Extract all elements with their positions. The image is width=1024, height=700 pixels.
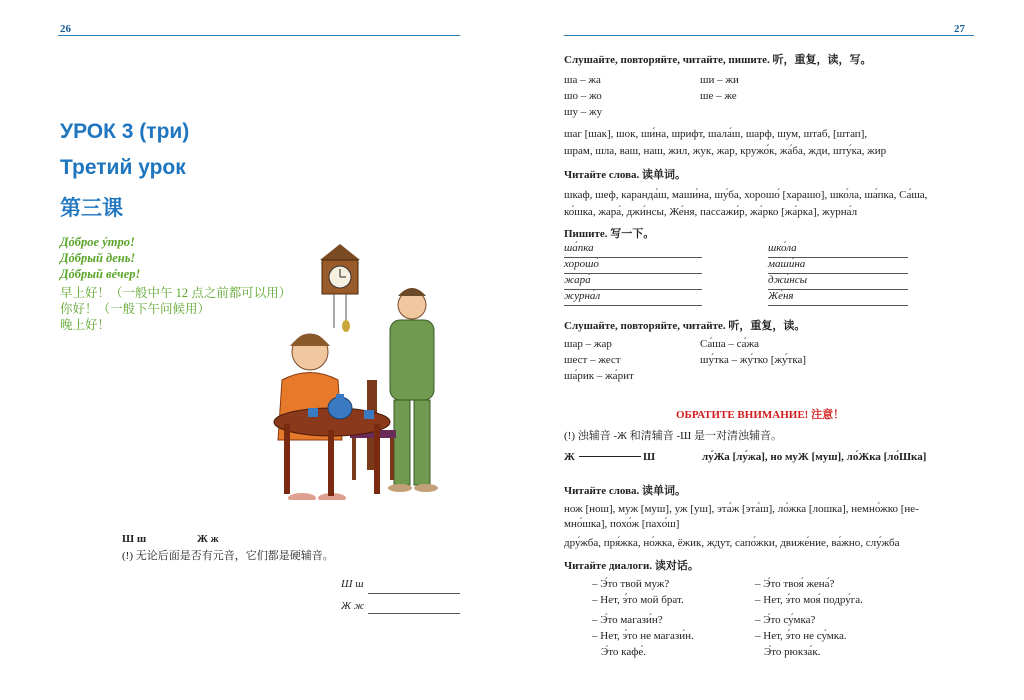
section4-heading: Слушайте, повторяйте, читайте. 听，重复，读。 [564, 320, 806, 332]
page-number-right: 27 [954, 23, 965, 35]
illustration-couple-tea [262, 240, 452, 500]
s1-pairs-right [700, 72, 739, 104]
handwriting-right-2: маши́на [768, 258, 806, 270]
pair-item: ше – же [700, 90, 737, 102]
s2-words-line2: ко́шка, жара́, джи́нсы, Же́ня, пассажи́р, жа́рко [жа́ркa], журна́л [564, 206, 858, 218]
pair-item: ша́рик – жа́рит [564, 370, 634, 382]
section5-heading: Читайте слова. 读单词。 [564, 485, 687, 497]
write-line [768, 289, 908, 290]
section1-heading: Слушайте, повторяйте, читайте, пишите. 听，重复，读，写。 [564, 54, 872, 66]
greeting-day: Дóбрый день! [60, 251, 136, 265]
man-figure-icon [388, 288, 438, 492]
handwriting-left-2: хорошо́ [564, 258, 599, 270]
greetings-ru [60, 234, 140, 282]
pair-item: ша – жа [564, 74, 601, 86]
dialogue-line: – Нет, э́то не магази́н. [592, 630, 694, 642]
s4-pairs-right [700, 336, 806, 368]
dialogue-line: – Э́то магази́н? [592, 614, 663, 626]
handwriting-right-4: Же́ня [768, 290, 794, 302]
dialogue-line: – Нет, э́то мой брат. [592, 594, 684, 606]
s5-words-line1: нож [нош], муж [муш], уж [уш], эта́ж [эта́ш], ло́жка [лошка], немно́жко [не- [564, 503, 919, 515]
s2-words-line1: шкаф, шеф, каранда́ш, маши́на, шу́ба, хорошо́ [харашо], шко́ла, ша́пка, Са́ша, [564, 189, 928, 201]
dialogue-line: – Э́то су́мка? [755, 614, 816, 626]
pair-item: ши – жи [700, 74, 739, 86]
pair-examples: лу́Жа [лу́жа], но муЖ [муш], ло́Жка [ло́Шка] [702, 451, 927, 463]
s1-pairs-left [564, 72, 602, 120]
dialogue1-left [592, 576, 684, 608]
letters-sh: Ш ш [122, 533, 147, 545]
hard-consonant-note: (!) 无论后面是否有元音，它们都是硬辅音。 [122, 550, 334, 562]
attention-heading: ОБРАТИТЕ ВНИМАНИЕ! 注意！ [676, 409, 845, 421]
attention-note: (!) 浊辅音 -Ж 和清辅音 -Ш 是一对清浊辅音。 [564, 430, 783, 442]
cuckoo-clock-icon [320, 244, 360, 332]
section3-heading: Пишите. 写一下。 [564, 228, 655, 240]
lesson-title-cn: 第三课 [60, 197, 123, 220]
page-number-left: 26 [60, 23, 71, 35]
pair-item: шу – жу [564, 106, 603, 118]
handwriting-left-3: жара́ [564, 274, 591, 286]
pair-item: шар – жар [564, 338, 612, 350]
write-line [768, 257, 908, 258]
write-line-sh [368, 593, 460, 594]
dialogue2-left [592, 612, 694, 660]
handwriting-right-1: шко́ла [768, 242, 797, 254]
dialogue-line: – Нет, э́то не су́мка. [755, 630, 847, 642]
write-line [564, 257, 702, 258]
right-page [512, 0, 1024, 700]
section2-heading: Читайте слова. 读单词。 [564, 169, 687, 181]
handwriting-right-3: джи́нсы [768, 274, 808, 286]
greeting-cn-evening: 晚上好！ [60, 318, 111, 332]
write-line [564, 273, 702, 274]
dialogue2-right [755, 612, 847, 660]
section6-heading: Читайте диалоги. 读对话。 [564, 560, 699, 572]
s5-words-line2: мно́шка], похо́ж [паxо́ш] [564, 518, 680, 530]
letters-zh: Ж ж [197, 533, 219, 545]
dialogue-line: – Нет, э́то моя́ подру́га. [755, 594, 863, 606]
dialogue-line: – Э́то твой муж? [592, 578, 670, 590]
pair-item: шо – жо [564, 90, 602, 102]
s1-words-line2: шрам, шла, ваш, наш, жил, жук, жар, кружо́к, жа́ба, жди, шту́ка, жир [564, 145, 887, 157]
lesson-title-ordinal: Третий урок [60, 156, 186, 179]
write-line [564, 289, 702, 290]
header-rule-right [564, 35, 974, 36]
write-label-sh: Ш ш [341, 578, 364, 590]
write-line [768, 273, 908, 274]
dialogue-line: – Э́то твоя́ жена́? [755, 578, 835, 590]
pair-connector-line [579, 456, 641, 457]
write-line [768, 305, 908, 306]
dialogue-line: Э́то рюкза́к. [764, 646, 821, 658]
write-line [564, 305, 702, 306]
write-label-zh: Ж ж [341, 600, 365, 612]
greeting-cn-day: 你好！（一般下午问候用） [60, 302, 211, 316]
handwriting-left-1: ша́пка [564, 242, 594, 254]
pair-item: Са́ша – са́жа [700, 338, 759, 350]
write-line-zh [368, 613, 460, 614]
s4-pairs-left [564, 336, 634, 384]
greetings-cn [60, 285, 291, 333]
greeting-evening: Дóбрый вéчер! [60, 267, 141, 281]
pair-item: шест – жест [564, 354, 621, 366]
dialogue1-right [755, 576, 863, 608]
header-rule-left [58, 35, 460, 36]
pair-sh-label: Ш [643, 451, 656, 463]
dialogue-line: Э́то кафе́. [601, 646, 646, 658]
greeting-morning: Дóброе ýтро! [60, 235, 135, 249]
greeting-cn-morning: 早上好！（一般中午 12 点之前都可以用） [60, 286, 292, 300]
s1-words-line1: шаг [шак], шок, ши́на, шрифт, шала́ш, шарф, шум, штаб, [штап], [564, 128, 868, 140]
pair-zh-label: Ж [564, 451, 575, 463]
s5-words-line3: дру́жба, пря́жка, но́жка, ёжик, ждут, сапо́жки, движе́ние, ва́жно, слу́жба [564, 537, 900, 549]
lesson-title-ru: УРОК 3 (три) [60, 120, 190, 143]
pair-item: шу́тка – жу́тко [жу́тка] [700, 354, 807, 366]
handwriting-left-4: журна́л [564, 290, 601, 302]
